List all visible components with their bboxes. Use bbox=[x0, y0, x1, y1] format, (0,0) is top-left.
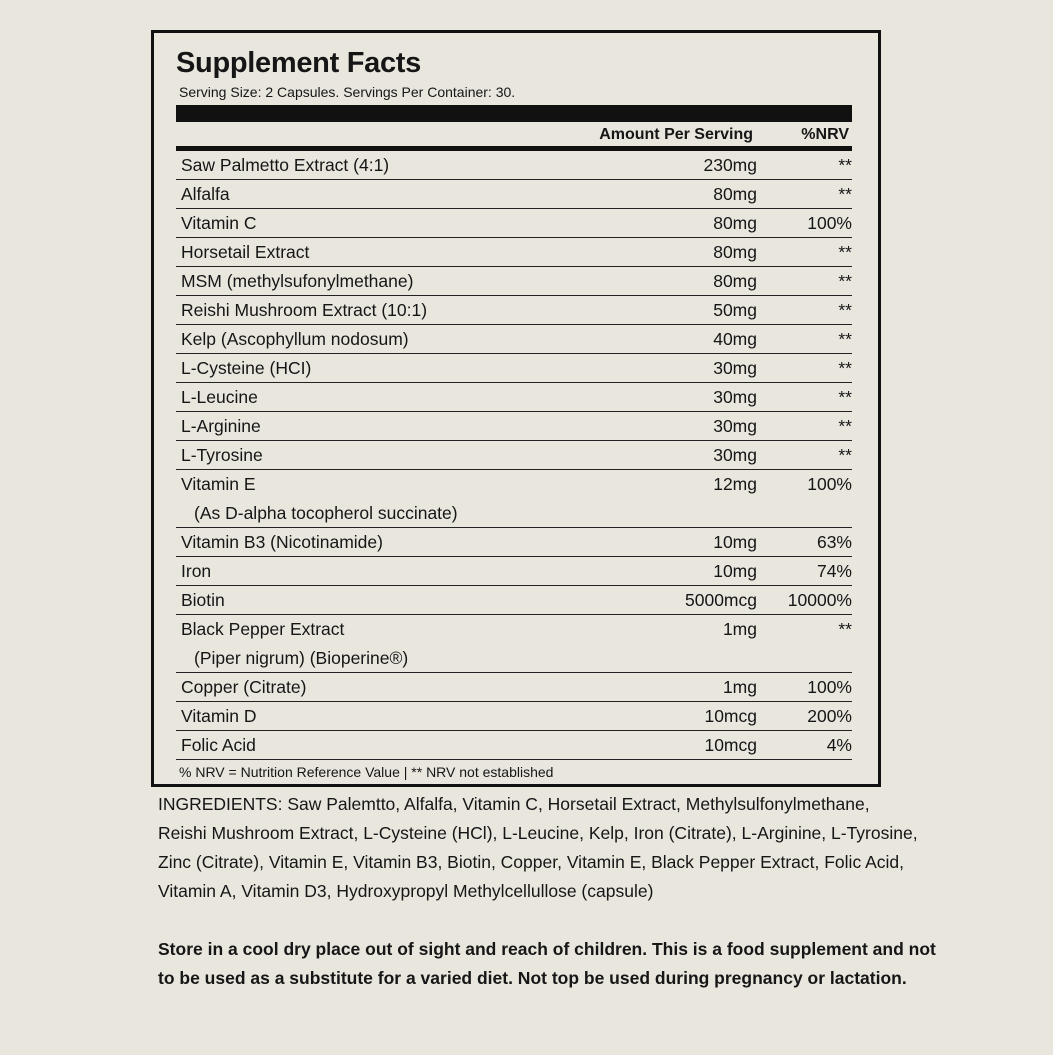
row-nrv: ** bbox=[838, 387, 852, 407]
row-nrv: ** bbox=[838, 329, 852, 349]
row-subname: (Piper nigrum) (Bioperine®) bbox=[194, 648, 409, 668]
row-amount: 1mg bbox=[722, 677, 757, 697]
table-row bbox=[176, 441, 852, 470]
row-name: Copper (Citrate) bbox=[181, 677, 307, 697]
row-name: Iron bbox=[181, 561, 212, 581]
row-amount: 230mg bbox=[703, 155, 757, 175]
row-nrv: ** bbox=[838, 300, 852, 320]
table-row bbox=[176, 151, 852, 180]
supplement-facts-panel bbox=[151, 30, 881, 787]
table-row bbox=[176, 354, 852, 383]
nrv-footnote: % NRV = Nutrition Reference Value | ** NRV not established bbox=[179, 764, 554, 780]
row-nrv: 100% bbox=[807, 474, 852, 494]
row-nrv: ** bbox=[838, 619, 852, 639]
panel-title: Supplement Facts bbox=[176, 47, 421, 79]
row-name: Black Pepper Extract bbox=[181, 619, 345, 639]
row-amount: 80mg bbox=[713, 271, 757, 291]
row-name: Reishi Mushroom Extract (10:1) bbox=[181, 300, 428, 320]
table-row bbox=[176, 267, 852, 296]
row-amount: 40mg bbox=[713, 329, 757, 349]
row-amount: 12mg bbox=[713, 474, 757, 494]
row-subname: (As D-alpha tocopherol succinate) bbox=[194, 503, 458, 523]
row-name: Vitamin E bbox=[181, 474, 256, 494]
row-name: Vitamin D bbox=[181, 706, 257, 726]
row-nrv: ** bbox=[838, 271, 852, 291]
table-row bbox=[176, 557, 852, 586]
thick-divider bbox=[176, 105, 852, 122]
row-nrv: ** bbox=[838, 445, 852, 465]
row-amount: 1mg bbox=[722, 619, 757, 639]
table-row bbox=[176, 615, 852, 673]
row-amount: 80mg bbox=[713, 213, 757, 233]
table-row bbox=[176, 325, 852, 354]
row-nrv: 100% bbox=[807, 213, 852, 233]
table-row bbox=[176, 702, 852, 731]
row-name: Vitamin C bbox=[181, 213, 257, 233]
serving-info: Serving Size: 2 Capsules. Servings Per Container: 30. bbox=[179, 84, 516, 100]
row-name: Horsetail Extract bbox=[181, 242, 310, 262]
row-nrv: ** bbox=[838, 416, 852, 436]
row-nrv: 74% bbox=[816, 561, 852, 581]
row-nrv: ** bbox=[838, 155, 852, 175]
row-amount: 10mg bbox=[713, 532, 757, 552]
row-amount: 10mg bbox=[713, 561, 757, 581]
row-amount: 50mg bbox=[713, 300, 757, 320]
table-row bbox=[176, 470, 852, 528]
row-name: L-Leucine bbox=[181, 387, 258, 407]
row-name: Kelp (Ascophyllum nodosum) bbox=[181, 329, 409, 349]
row-nrv: ** bbox=[838, 184, 852, 204]
row-name: MSM (methylsufonylmethane) bbox=[181, 271, 414, 291]
row-amount: 30mg bbox=[713, 416, 757, 436]
row-nrv: 63% bbox=[816, 532, 852, 552]
table-row bbox=[176, 412, 852, 441]
row-amount: 80mg bbox=[713, 184, 757, 204]
row-amount: 30mg bbox=[713, 445, 757, 465]
row-amount: 10mcg bbox=[704, 735, 757, 755]
table-row bbox=[176, 180, 852, 209]
facts-table bbox=[176, 151, 852, 760]
row-nrv: ** bbox=[838, 242, 852, 262]
row-name: Vitamin B3 (Nicotinamide) bbox=[181, 532, 383, 552]
row-nrv: ** bbox=[838, 358, 852, 378]
row-name: Folic Acid bbox=[181, 735, 256, 755]
row-amount: 5000mcg bbox=[685, 590, 757, 610]
ingredients-text: INGREDIENTS: Saw Palemtto, Alfalfa, Vitamin C, Horsetail Extract, Methylsulfonylmethane, Reishi Mushroom Extract, L-Cysteine (HCl), L-Leucine, Kelp, Iron (Citrate), L-Arginine, L-Tyrosine, Zinc (Citrate), Vitamin E, Vitamin B3, Biotin, Copper, Vitamin E, Black Pepper Extract, Folic Acid, Vitamin A, Vitamin D3, Hydroxypropyl Methylcellullose (capsule) bbox=[158, 794, 918, 901]
table-row bbox=[176, 209, 852, 238]
row-amount: 80mg bbox=[713, 242, 757, 262]
table-row bbox=[176, 586, 852, 615]
row-nrv: 200% bbox=[807, 706, 852, 726]
table-row bbox=[176, 528, 852, 557]
row-amount: 10mcg bbox=[704, 706, 757, 726]
row-nrv: 4% bbox=[826, 735, 852, 755]
header-amount-per-serving: Amount Per Serving bbox=[599, 126, 753, 143]
header-nrv: %NRV bbox=[801, 126, 849, 143]
row-name: Alfalfa bbox=[181, 184, 230, 204]
row-name: Saw Palmetto Extract (4:1) bbox=[181, 155, 390, 175]
table-row bbox=[176, 673, 852, 702]
table-row bbox=[176, 296, 852, 325]
table-row bbox=[176, 383, 852, 412]
table-row bbox=[176, 731, 852, 760]
row-name: L-Arginine bbox=[181, 416, 261, 436]
row-name: Biotin bbox=[181, 590, 225, 610]
storage-warning: Store in a cool dry place out of sight and reach of children. This is a food supplement and not to be used as a substitute for a varied diet. Not top be used during pregnancy or lactation. bbox=[158, 939, 936, 988]
row-nrv: 10000% bbox=[787, 590, 852, 610]
table-row bbox=[176, 238, 852, 267]
row-name: L-Cysteine (HCI) bbox=[181, 358, 312, 378]
row-nrv: 100% bbox=[807, 677, 852, 697]
row-name: L-Tyrosine bbox=[181, 445, 263, 465]
row-amount: 30mg bbox=[713, 387, 757, 407]
row-amount: 30mg bbox=[713, 358, 757, 378]
